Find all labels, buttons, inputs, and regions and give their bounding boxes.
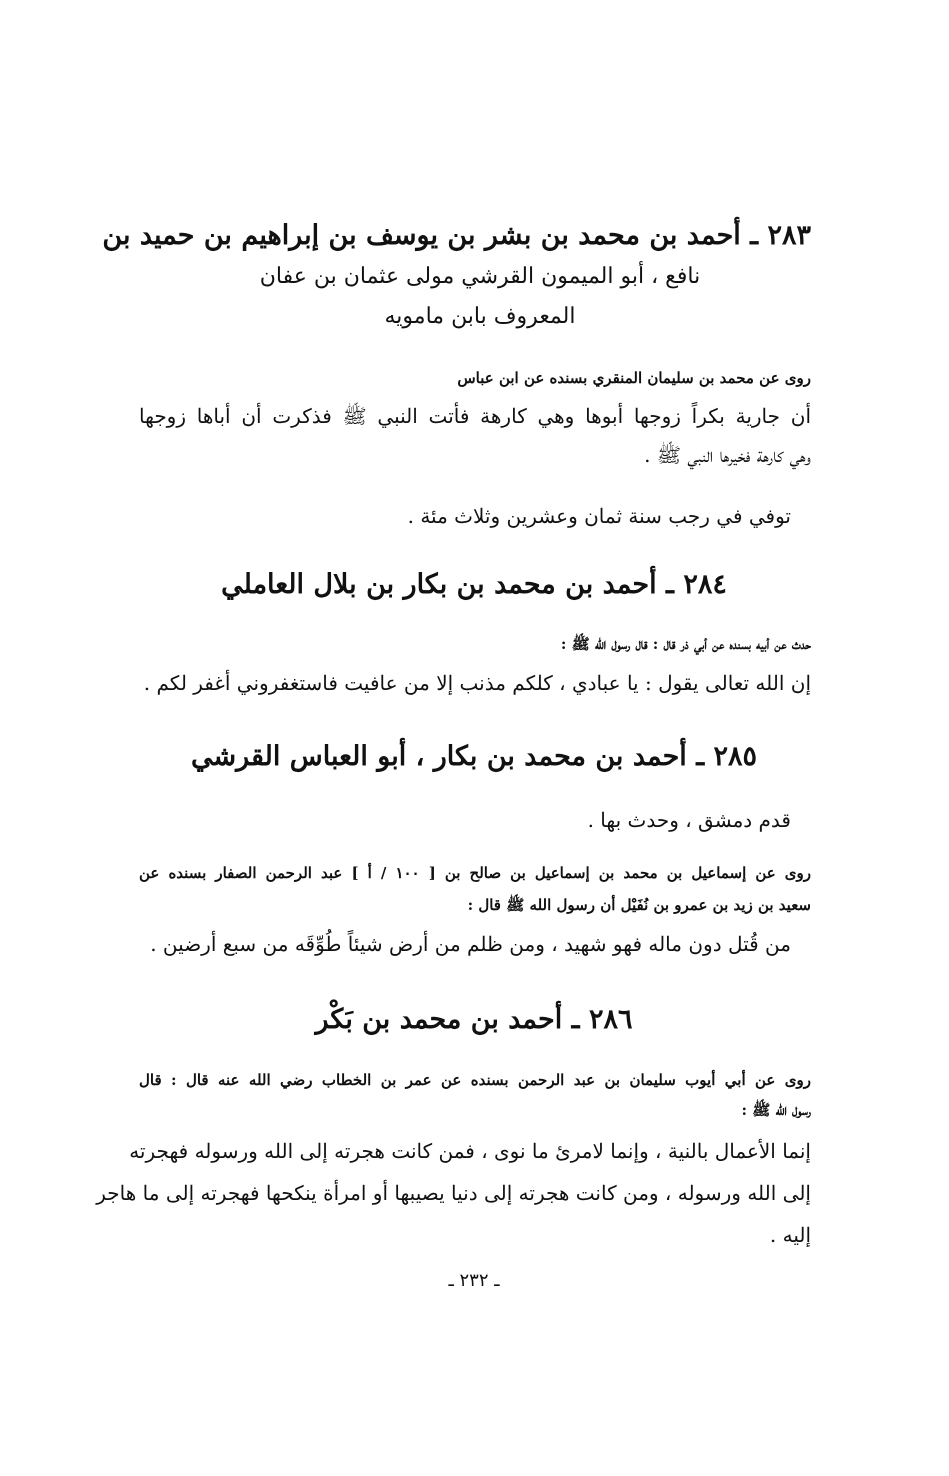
entry-283-death-note: توفي في رجب سنة ثمان وعشرين وثلاث مئة . [407, 504, 791, 528]
entry-286-text-line1: إنما الأعمال بالنية ، وإنما لامرئ ما نوى ، فمن كانت هجرته إلى الله ورسوله فهجرته [129, 1139, 811, 1163]
entry-284-chain: حدث عن أبيه بسنده عن أبي ذر قال : قال رسول الله ﷺ : [560, 635, 811, 653]
entry-283-text-line1: أن جارية بكراً زوجها أبوها وهي كارهة فأتت النبي ﷺ فذكرت أن أباها زوجها [139, 404, 811, 428]
entry-284-heading: ٢٨٤ ـ أحمد بن محمد بن بكار بن بلال العاملي [221, 569, 727, 600]
entry-285-note: قدم دمشق ، وحدث بها . [587, 808, 791, 832]
entry-286-chain-line2: رسول الله ﷺ : [741, 1101, 811, 1119]
entry-286-text-line2: إلى الله ورسوله ، ومن كانت هجرته إلى دنيا يصيبها أو امرأة ينكحها فهجرته إلى ما هاجر [96, 1181, 811, 1205]
entry-286-text-line3: إليه . [769, 1223, 811, 1247]
entry-285-chain-line1: روى عن إسماعيل بن محمد بن إسماعيل بن صالح بن [ ١٠٠ / أ ] عبد الرحمن الصفار بسنده عن [139, 864, 811, 882]
entry-283-text-line2: وهي كارهة فخيرها النبي ﷺ . [644, 443, 811, 467]
entry-284-text: إن الله تعالى يقول : يا عبادي ، كلكم مذنب إلا من عافيت فاستغفروني أغفر لكم . [143, 671, 811, 695]
entry-283-heading-line2: نافع ، أبو الميمون القرشي مولى عثمان بن عفان [259, 264, 701, 289]
entry-285-chain-line2: سعيد بن زيد بن عمرو بن نُفَيْل أن رسول الله ﷺ قال : [467, 896, 811, 914]
entry-283-heading-line1: ٢٨٣ ـ أحمد بن محمد بن بشر بن يوسف بن إبراهيم بن حميد بن [102, 220, 811, 251]
entry-286-chain-line1: روى عن أبي أيوب سليمان بن عبد الرحمن بسنده عن عمر بن الخطاب رضي الله عنه قال : قال [139, 1071, 811, 1089]
entry-285-heading: ٢٨٥ ـ أحمد بن محمد بن بكار ، أبو العباس القرشي [190, 741, 758, 772]
page-number: ـ ٢٣٢ ـ [448, 1270, 500, 1291]
entry-283-heading-line3: المعروف بابن مامويه [384, 304, 576, 329]
entry-283-chain: روى عن محمد بن سليمان المنقري بسنده عن ابن عباس [457, 369, 811, 387]
entry-286-heading: ٢٨٦ ـ أحمد بن محمد بن بَكْر [315, 1004, 633, 1035]
entry-285-text: من قُتل دون ماله فهو شهيد ، ومن ظلم من أرض شيئاً طُوِّقَه من سبع أرضين . [150, 932, 791, 956]
